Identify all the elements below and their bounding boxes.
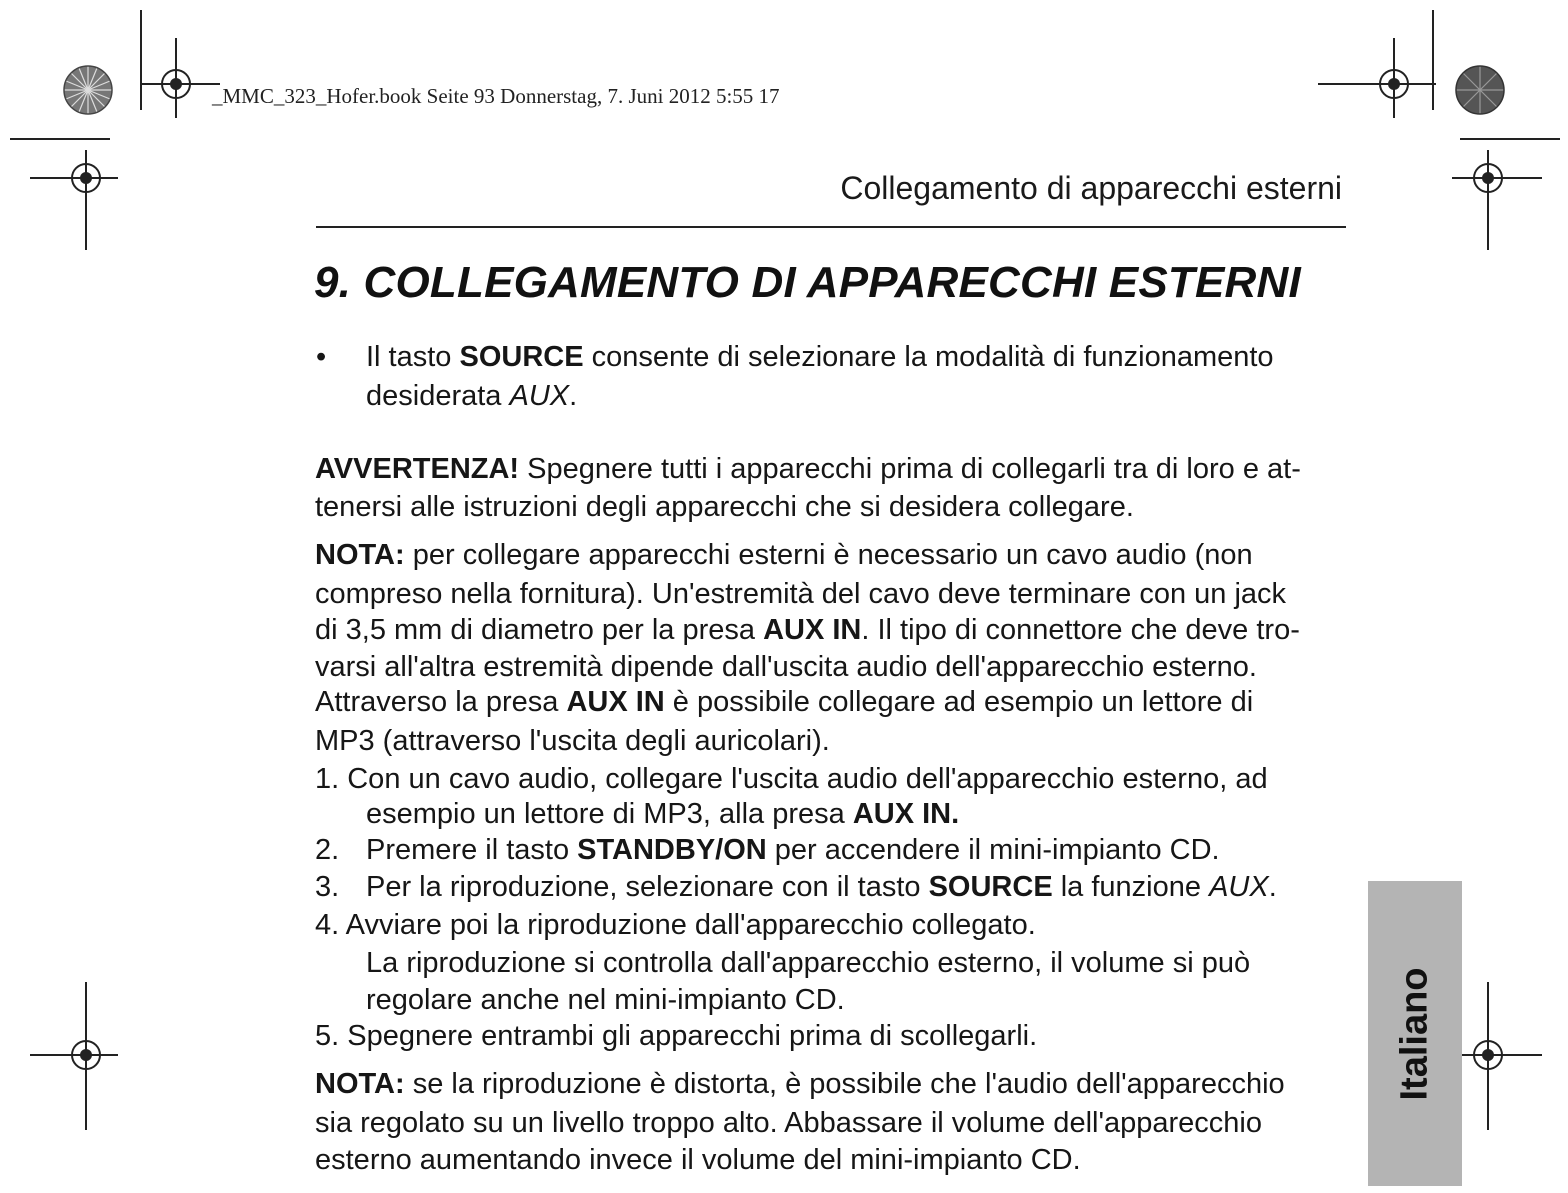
note1-line-3: di 3,5 mm di diametro per la presa AUX IN. Il tipo di connettore che deve tro- xyxy=(315,614,1300,646)
step-3-number: 3. xyxy=(315,871,340,903)
mode-aux: AUX xyxy=(509,380,570,412)
warning-label: AVVERTENZA! xyxy=(315,453,520,485)
step-2-text: Premere il tasto STANDBY/ON per accendere il mini-impianto CD. xyxy=(366,834,1220,866)
header-rule xyxy=(316,226,1346,228)
step-4-line-2: La riproduzione si controlla dall'apparecchio esterno, il volume si può xyxy=(366,947,1251,979)
crosshair-right-upper-icon xyxy=(1452,150,1544,250)
note1-line-2: compreso nella fornitura). Un'estremità del cavo deve terminare con un jack xyxy=(315,578,1287,610)
note1-line-5: Attraverso la presa AUX IN è possibile collegare ad esempio un lettore di xyxy=(315,686,1254,718)
bullet-symbol: • xyxy=(316,341,327,373)
note2-line-2: sia regolato su un livello troppo alto. Abbassare il volume dell'apparecchio xyxy=(315,1107,1262,1139)
bullet-line-2: desiderata AUX. xyxy=(366,380,578,412)
note1-line-6: MP3 (attraverso l'uscita degli auricolari). xyxy=(315,725,830,757)
note-label: NOTA: xyxy=(315,1068,405,1100)
crosshair-top-left-icon xyxy=(140,38,220,138)
crosshair-right-lower-icon xyxy=(1452,982,1544,1132)
crosshair-top-right-icon xyxy=(1318,38,1438,138)
note2-line-3: esterno aumentando invece il volume del mini-impianto CD. xyxy=(315,1144,1081,1176)
step-2-number: 2. xyxy=(315,834,340,866)
registration-wheel-right-icon xyxy=(1454,64,1506,116)
running-header: Collegamento di apparecchi esterni xyxy=(840,170,1342,206)
note1-line-1: NOTA: per collegare apparecchi esterni è necessario un cavo audio (non xyxy=(315,539,1253,571)
crosshair-left-lower-icon xyxy=(30,982,120,1132)
step-1-line-1: 1. Con un cavo audio, collegare l'uscita audio dell'apparecchio esterno, ad xyxy=(315,763,1268,795)
warning-line-1: AVVERTENZA! Spegnere tutti i apparecchi prima di collegarli tra di loro e at- xyxy=(315,453,1301,485)
language-tab-label: Italiano xyxy=(1393,966,1436,1101)
note2-line-1: NOTA: se la riproduzione è distorta, è possibile che l'audio dell'apparecchio xyxy=(315,1068,1285,1100)
language-tab xyxy=(1368,881,1462,1186)
step-4-line-3: regolare anche nel mini-impianto CD. xyxy=(366,984,845,1016)
registration-wheel-left-icon xyxy=(62,64,114,116)
print-slug: _MMC_323_Hofer.book Seite 93 Donnerstag, 7. Juni 2012 5:55 17 xyxy=(212,84,780,108)
warning-line-2: tenersi alle istruzioni degli apparecchi che si desidera collegare. xyxy=(315,491,1134,523)
bullet-line-1: Il tasto SOURCE consente di selezionare la modalità di funzionamento xyxy=(366,341,1274,373)
note-label: NOTA: xyxy=(315,539,405,571)
step-4-line-1: 4. Avviare poi la riproduzione dall'apparecchio collegato. xyxy=(315,909,1036,941)
crop-line xyxy=(10,138,110,140)
step-1-line-2: esempio un lettore di MP3, alla presa AUX IN. xyxy=(366,798,960,830)
crop-line xyxy=(1460,138,1560,140)
step-3-text: Per la riproduzione, selezionare con il tasto SOURCE la funzione AUX. xyxy=(366,871,1277,903)
note1-line-4: varsi all'altra estremità dipende dall'uscita audio dell'apparecchio esterno. xyxy=(315,651,1257,683)
step-5: 5. Spegnere entrambi gli apparecchi prima di scollegarli. xyxy=(315,1020,1038,1052)
key-source: SOURCE xyxy=(459,341,584,373)
chapter-title: 9. COLLEGAMENTO DI APPARECCHI ESTERNI xyxy=(314,258,1301,307)
